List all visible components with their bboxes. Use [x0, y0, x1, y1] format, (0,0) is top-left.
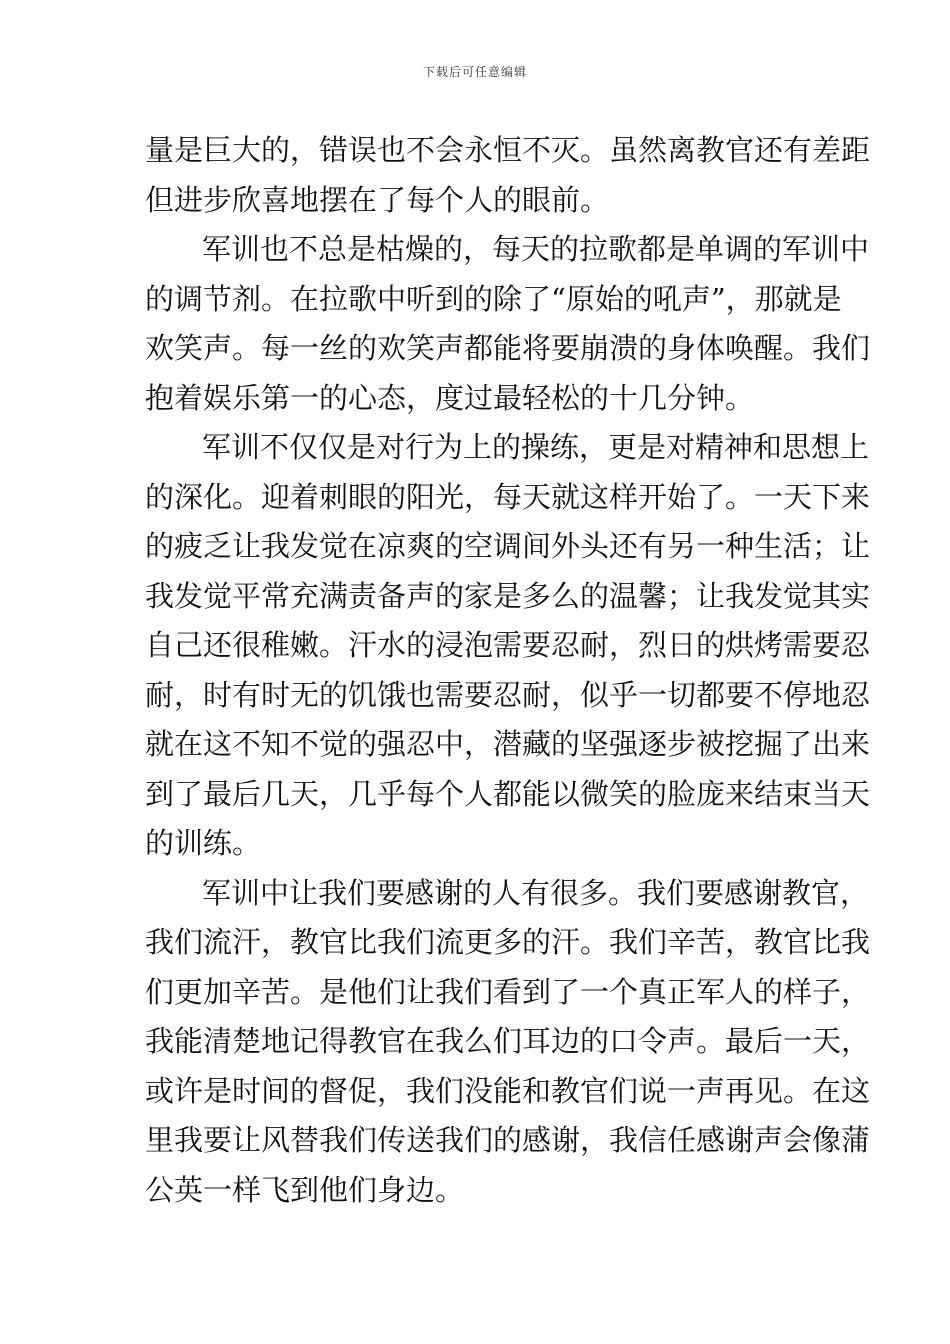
text-line: 就在这不知不觉的强忍中，潜藏的坚强逐步被挖掘了出来 [145, 727, 871, 761]
page-header: 下载后可任意编辑 [422, 65, 527, 79]
paragraph-start-line: 军训也不总是枯燥的，每天的拉歌都是单调的军训中 [202, 232, 870, 266]
text-line: 或许是时间的督促，我们没能和教官们说一声再见。在这 [145, 1073, 871, 1108]
text-line: 我发觉平常充满责备声的家是多么的温馨；让我发觉其实 [145, 578, 871, 613]
text-line: 的训练。 [145, 826, 262, 860]
text-line: 量是巨大的，错误也不会永恒不灭。虽然离教官还有差距 [145, 133, 871, 167]
paragraph-start-line: 军训中让我们要感谢的人有很多。我们要感谢教官， [202, 875, 870, 910]
text-line: 的调节剂。在拉歌中听到的除了“原始的吼声”，那就是 [145, 281, 842, 316]
text-line: 我能清楚地记得教官在我么们耳边的口令声。最后一天， [145, 1024, 871, 1058]
text-line: 我们流汗，教官比我们流更多的汗。我们辛苦，教官比我 [145, 925, 871, 959]
text-line: 抱着娱乐第一的心态，度过最轻松的十几分钟。 [145, 380, 755, 415]
text-line: 公英一样飞到他们身边。 [145, 1172, 465, 1207]
paragraph-start-line: 军训不仅仅是对行为上的操练，更是对精神和思想上 [202, 430, 870, 464]
text-line: 的疲乏让我发觉在凉爽的空调间外头还有另一种生活；让 [145, 529, 871, 563]
text-line: 耐，时有时无的饥饿也需要忍耐，似乎一切都要不停地忍 [145, 677, 871, 712]
text-line: 但进步欣喜地摆在了每个人的眼前。 [145, 182, 610, 217]
body-text [145, 126, 871, 1215]
text-line: 里我要让风替我们传送我们的感谢，我信任感谢声会像蒲 [145, 1123, 871, 1157]
text-line: 们更加辛苦。是他们让我们看到了一个真正军人的样子， [145, 974, 871, 1009]
text-line: 到了最后几天，几乎每个人都能以微笑的脸庞来结束当天 [145, 776, 871, 811]
text-line: 的深化。迎着刺眼的阳光，每天就这样开始了。一天下来 [145, 479, 871, 514]
text-line: 欢笑声。每一丝的欢笑声都能将要崩溃的身体唤醒。我们 [145, 331, 871, 365]
text-line: 自己还很稚嫩。汗水的浸泡需要忍耐，烈日的烘烤需要忍 [145, 628, 871, 662]
